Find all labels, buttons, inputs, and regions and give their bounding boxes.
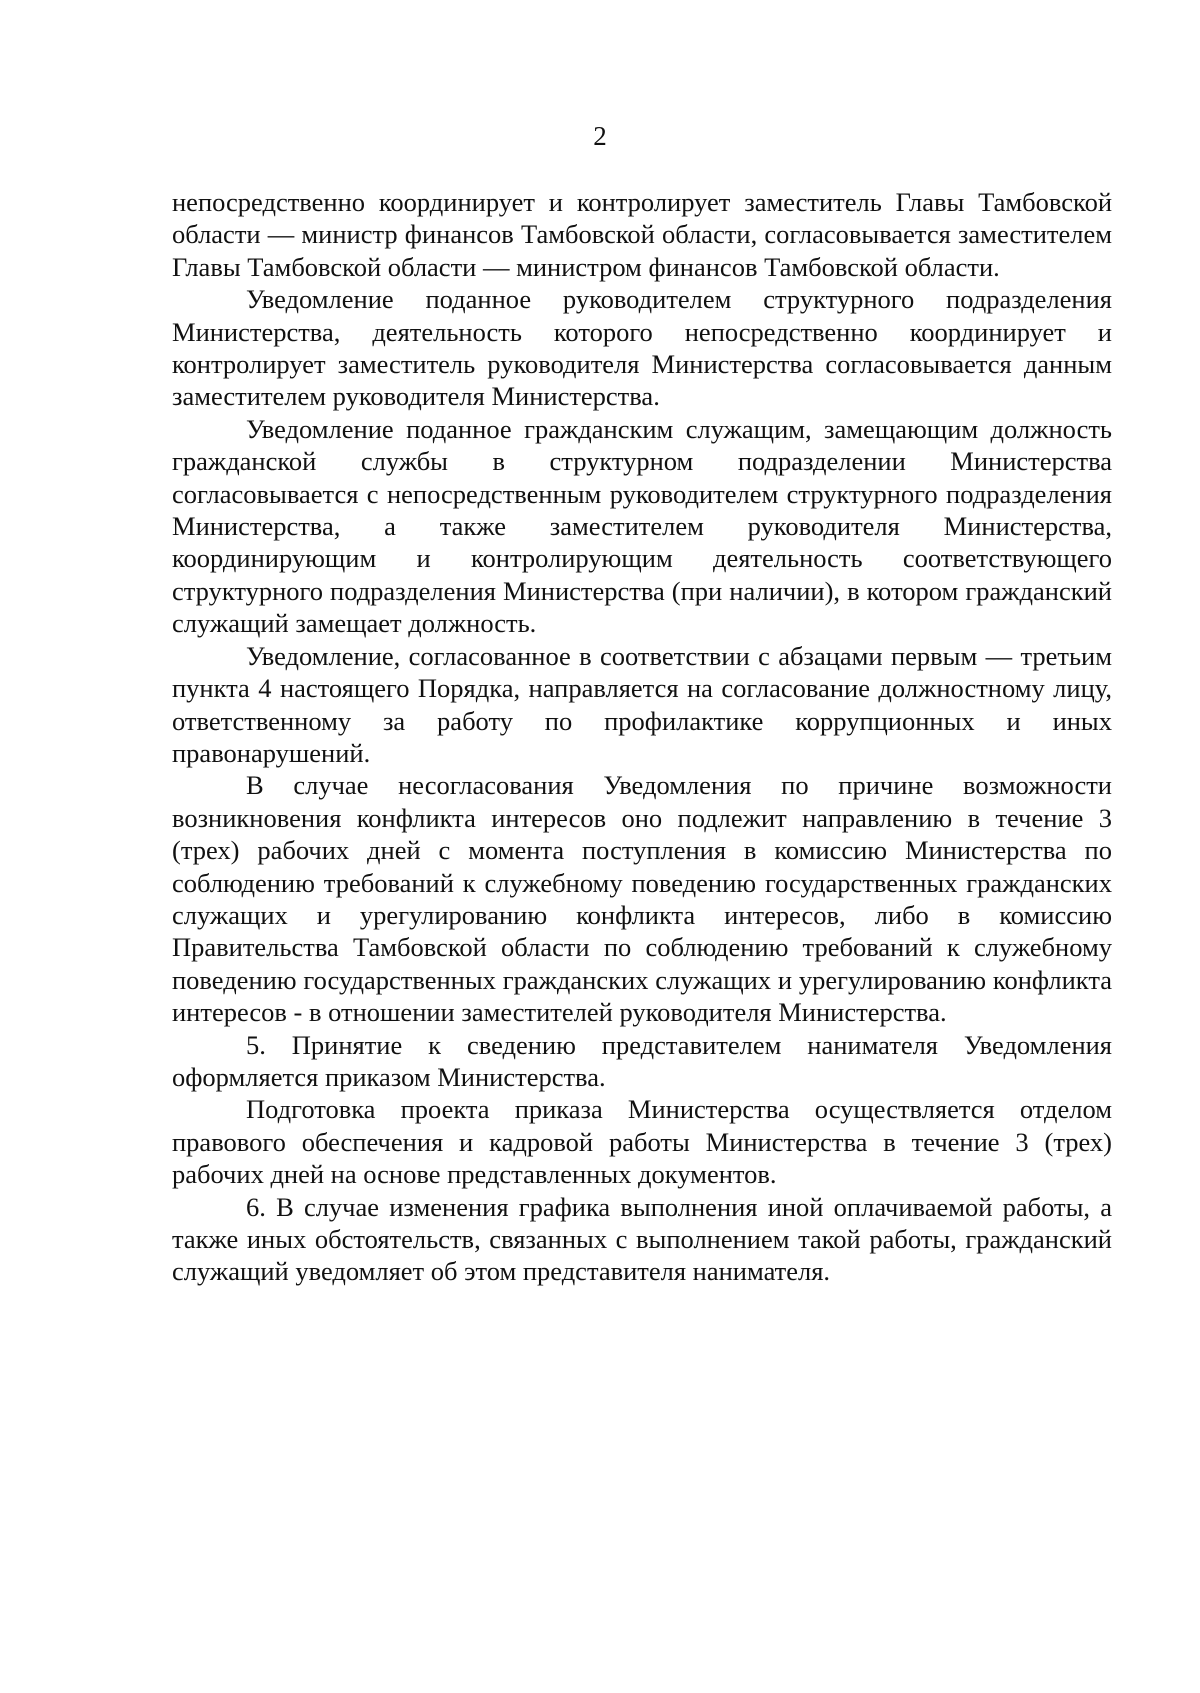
paragraph-anticorruption-officer: Уведомление, согласованное в соответствии с абзацами первым — третьим пункта 4 настоящего Порядка, направляется на согласование должностному лицу, ответственному за работу по профилактике коррупционных и иных правонарушений.: [172, 640, 1112, 768]
paragraph-conflict-of-interest: В случае несогласования Уведомления по причине возможности возникновения конфликта интересов оно подлежит направлению в течение 3 (трех) рабочих дней с момента поступления в комиссию Министерства по соблюдению требований к служебному поведению государственных гражданских служащих и урегулированию конфликта интересов, либо в комиссию Правительства Тамбовской области по соблюдению требований к служебному поведению государственных гражданских служащих и урегулированию конфликта интересов - в отношении заместителей руководителя Министерства.: [172, 770, 1112, 1028]
document-body: [172, 186, 1112, 1288]
paragraph-item-6: 6. В случае изменения графика выполнения иной оплачиваемой работы, а также иных обстоятельств, связанных с выполнением такой работы, гражданский служащий уведомляет об этом представителя нанимателя.: [172, 1191, 1112, 1287]
paragraph-civil-servant: Уведомление поданное гражданским служащим, замещающим должность гражданской службы в структурном подразделении Министерства согласовывается с непосредственным руководителем структурного подразделения Министерства, а также заместителем руководителя Министерства, координирующим и контролирующим деятельность соответствующего структурного подразделения Министерства (при наличии), в котором гражданский служащий замещает должность.: [172, 413, 1112, 639]
paragraph-order-preparation: Подготовка проекта приказа Министерства осуществляется отделом правового обеспечения и кадровой работы Министерства в течение 3 (трех) рабочих дней на основе представленных документов.: [172, 1094, 1112, 1190]
paragraph-continuation: непосредственно координирует и контролирует заместитель Главы Тамбовской области — министр финансов Тамбовской области, согласовывается заместителем Главы Тамбовской области — министром финансов Тамбовской области.: [172, 187, 1112, 282]
page-number: 2: [593, 121, 607, 151]
paragraph-item-5: 5. Принятие к сведению представителем нанимателя Уведомления оформляется приказом Министерства.: [172, 1029, 1112, 1092]
paragraph-structural-unit-head: Уведомление поданное руководителем структурного подразделения Министерства, деятельность которого непосредственно координирует и контролирует заместитель руководителя Министерства согласовывается данным заместителем руководителя Министерства.: [172, 284, 1112, 412]
